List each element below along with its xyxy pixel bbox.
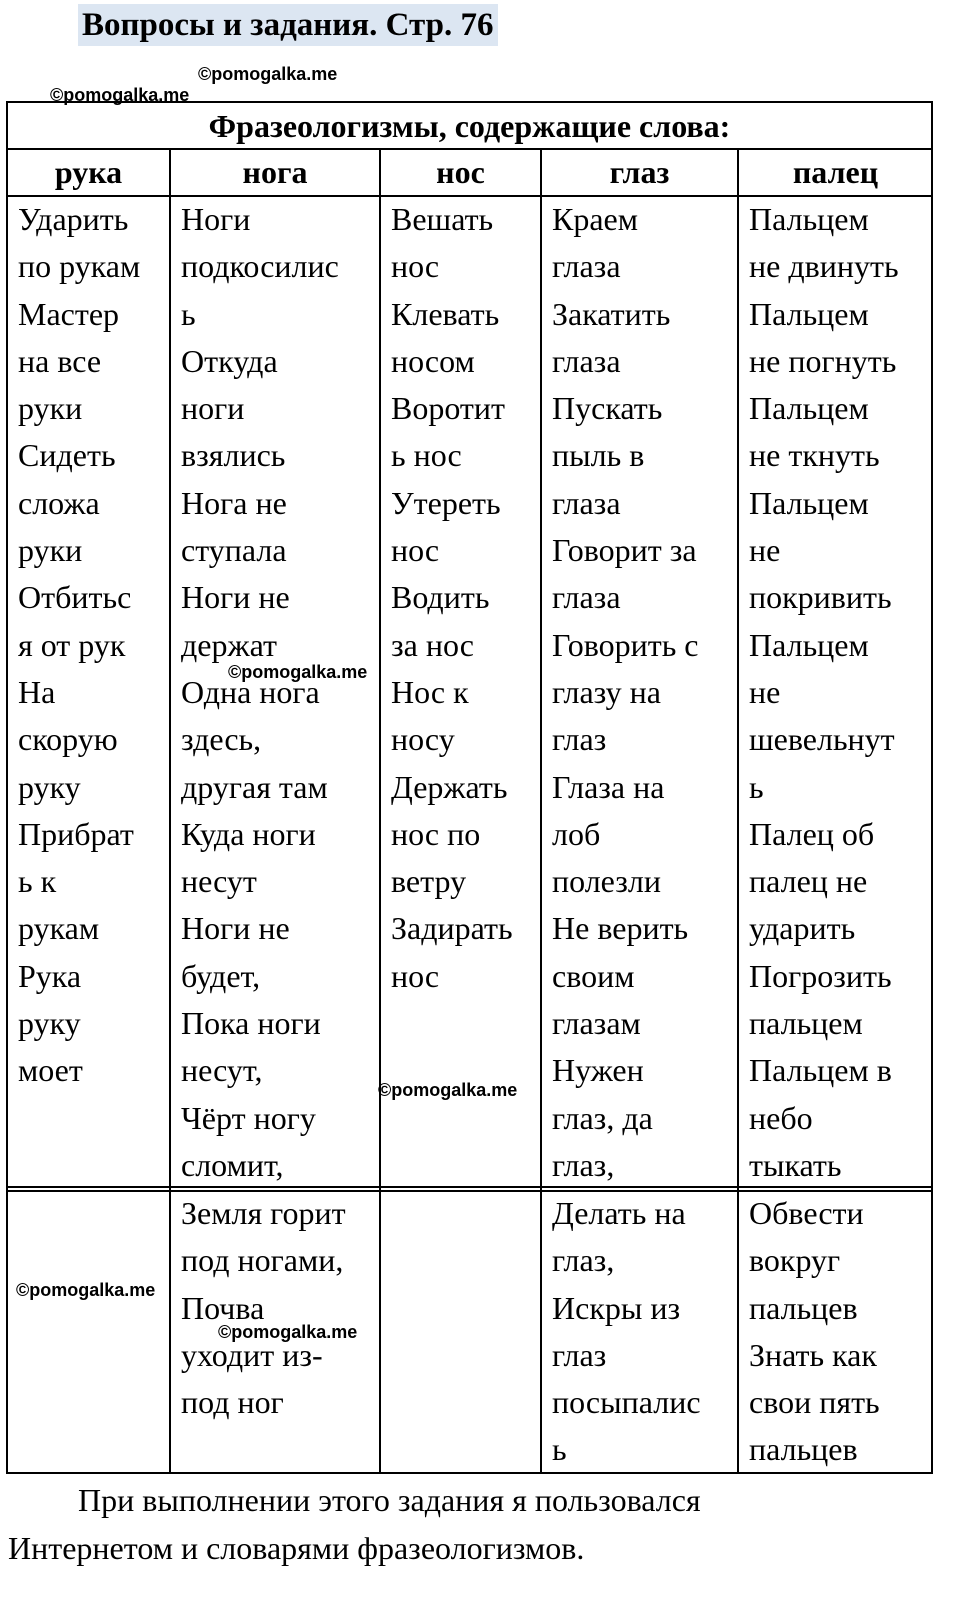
phrase-line: глазу на: [552, 673, 661, 710]
phrase-line: посыпалис: [552, 1384, 701, 1421]
phrase-line: Пальцем: [749, 484, 869, 521]
phrase-line: Ударить: [18, 201, 129, 237]
table-cell: [181, 1190, 346, 1426]
phrase-line: Пальцем: [749, 390, 869, 427]
phrase-line: ь к: [18, 863, 57, 900]
phrase-line: Отбитьс: [18, 579, 132, 616]
phrase-line: взялись: [181, 437, 286, 474]
phrase-line: Задирать: [391, 910, 513, 947]
phrase-line: Краем: [552, 201, 638, 237]
phrase-line: за нос: [391, 626, 474, 663]
phrase-line: на все: [18, 342, 102, 379]
phrase-line: нос: [391, 957, 440, 994]
phrase-line: уходит из-: [181, 1336, 323, 1373]
phrase-line: Почва: [181, 1289, 265, 1326]
column-divider: [169, 148, 171, 1473]
table-caption: Фразеологизмы, содержащие слова:: [208, 108, 731, 144]
column-header-noga: нога: [242, 154, 308, 190]
phrase-line: под ногами,: [181, 1242, 344, 1279]
phrase-line: держат: [181, 626, 277, 663]
phrase-line: Говорить с: [552, 626, 699, 663]
watermark: ©pomogalka.me: [50, 85, 190, 105]
table-cell: [18, 196, 140, 1095]
phrase-line: Нос к: [391, 673, 469, 710]
phrase-line: Нога не: [181, 484, 287, 521]
phrase-line: я от рук: [18, 626, 126, 663]
phrase-line: ь: [181, 295, 196, 332]
phrase-line: глаза: [552, 342, 621, 379]
phrase-line: Не верить: [552, 910, 689, 947]
phrase-line: сложа: [18, 484, 100, 521]
column-divider: [737, 148, 739, 1473]
phrase-line: Нужен: [552, 1052, 644, 1089]
phrase-line: пальцев: [749, 1289, 858, 1326]
phrase-line: Утереть: [391, 484, 501, 521]
table-cell: [391, 196, 513, 1000]
phrase-line: Погрозить: [749, 957, 892, 994]
phrase-line: Пальцем в: [749, 1052, 892, 1089]
phrase-line: Мастер: [18, 295, 120, 332]
phrase-line: рукам: [18, 910, 100, 947]
table-cell: [552, 196, 698, 1189]
phrase-line: Глаза на: [552, 768, 665, 805]
table-cell: [552, 1190, 701, 1474]
phrase-line: другая там: [181, 768, 328, 805]
phrase-line: Сидеть: [18, 437, 116, 474]
phrase-line: Клевать: [391, 295, 500, 332]
conclusion-paragraph: [8, 1476, 948, 1572]
phrase-line: не: [749, 673, 781, 710]
phrase-line: свои пять: [749, 1384, 880, 1421]
phrase-line: глаза: [552, 484, 621, 521]
phrase-line: ь нос: [391, 437, 462, 474]
phrase-line: ь: [749, 768, 764, 805]
phrase-line: Искры из: [552, 1289, 681, 1326]
phrase-line: руку: [18, 768, 81, 805]
column-header-ruka: рука: [54, 154, 123, 190]
conclusion-line: Интернетом и словарями фразеологизмов.: [8, 1530, 585, 1566]
watermark: ©pomogalka.me: [228, 662, 368, 682]
phrase-line: Держать: [391, 768, 508, 805]
phrase-line: глаза: [552, 579, 621, 616]
phrase-line: глаза: [552, 248, 621, 285]
phrase-line: ступала: [181, 532, 287, 569]
phrase-line: руки: [18, 532, 83, 569]
phrase-line: Чёрт ногу: [181, 1099, 316, 1136]
phrase-line: не ткнуть: [749, 437, 880, 474]
phrase-line: будет,: [181, 957, 261, 994]
phrase-line: ноги: [181, 390, 245, 427]
phrase-line: руки: [18, 390, 83, 427]
watermark: ©pomogalka.me: [218, 1322, 358, 1342]
column-header-palets: палец: [792, 154, 879, 190]
phrase-line: небо: [749, 1099, 813, 1136]
conclusion-line: При выполнении этого задания я пользовался: [78, 1482, 701, 1518]
phrase-line: нос по: [391, 815, 481, 852]
phrase-line: глазам: [552, 1005, 641, 1042]
phrase-line: своим: [552, 957, 635, 994]
phrase-line: нос: [391, 248, 440, 285]
phrase-line: глаз,: [552, 1146, 615, 1183]
phrase-line: шевельнут: [749, 721, 895, 758]
table-cell: [181, 196, 339, 1189]
phrase-line: вокруг: [749, 1242, 841, 1279]
phrase-line: пыль в: [552, 437, 645, 474]
phrase-line: покривить: [749, 579, 892, 616]
phrase-line: сломит,: [181, 1146, 284, 1183]
phrase-line: Закатить: [552, 295, 671, 332]
phrase-line: не погнуть: [749, 342, 897, 379]
phrase-line: Пальцем: [749, 201, 869, 237]
phrase-line: носу: [391, 721, 455, 758]
phrase-line: глаз, да: [552, 1099, 653, 1136]
phrase-line: ветру: [391, 863, 467, 900]
column-header-glaz: глаз: [609, 154, 670, 190]
phrase-line: Палец об: [749, 815, 875, 852]
phrase-line: Ноги не: [181, 579, 290, 616]
phrase-line: ь: [552, 1431, 567, 1468]
phrase-line: руку: [18, 1005, 81, 1042]
phrase-line: Пальцем: [749, 295, 869, 332]
phrase-line: скорую: [18, 721, 118, 758]
phrase-line: нос: [391, 532, 440, 569]
phrase-line: Водить: [391, 579, 490, 616]
phrase-line: Знать как: [749, 1336, 877, 1373]
phrase-line: Обвести: [749, 1195, 864, 1231]
watermark: ©pomogalka.me: [198, 64, 338, 84]
page-title: Вопросы и задания. Стр. 76: [78, 4, 498, 46]
phrase-line: глаз,: [552, 1242, 615, 1279]
phrase-line: пальцев: [749, 1431, 858, 1468]
phrase-line: Пока ноги: [181, 1005, 321, 1042]
table-cell: [749, 196, 899, 1189]
column-divider: [379, 148, 381, 1473]
phrase-line: глаз: [552, 721, 607, 758]
phrase-line: палец не: [749, 863, 868, 900]
phrase-line: Говорит за: [552, 532, 697, 569]
phrase-line: пальцем: [749, 1005, 863, 1042]
phrase-line: Одна нога: [181, 673, 320, 710]
phrase-line: несут,: [181, 1052, 263, 1089]
column-divider: [540, 148, 542, 1473]
phrase-line: Рука: [18, 957, 82, 994]
phrase-line: Пускать: [552, 390, 663, 427]
column-header-nos: нос: [436, 154, 485, 190]
phrase-line: Делать на: [552, 1195, 686, 1231]
phrase-line: моет: [18, 1052, 83, 1089]
phrase-line: здесь,: [181, 721, 262, 758]
phrase-line: Воротит: [391, 390, 506, 427]
phrase-line: ударить: [749, 910, 856, 947]
phrase-line: Вешать: [391, 201, 494, 237]
phrase-line: подкосилис: [181, 248, 339, 285]
table-cell: [749, 1190, 880, 1474]
phrase-line: носом: [391, 342, 475, 379]
phrase-line: лоб: [552, 815, 601, 852]
phrase-line: Прибрат: [18, 815, 134, 852]
phrase-line: Откуда: [181, 342, 278, 379]
phrase-line: глаз: [552, 1336, 607, 1373]
phrase-line: Ноги: [181, 201, 251, 237]
phrase-line: Пальцем: [749, 626, 869, 663]
phrase-line: под ног: [181, 1384, 284, 1421]
phrase-line: тыкать: [749, 1146, 842, 1183]
watermark: ©pomogalka.me: [16, 1280, 156, 1300]
phrase-line: полезли: [552, 863, 661, 900]
phrase-line: несут: [181, 863, 257, 900]
watermark: ©pomogalka.me: [378, 1080, 518, 1100]
phrase-line: не: [749, 532, 781, 569]
phrase-line: Куда ноги: [181, 815, 316, 852]
phrase-line: Ноги не: [181, 910, 290, 947]
phrase-line: не двинуть: [749, 248, 899, 285]
phrase-line: На: [18, 673, 56, 710]
phrase-line: по рукам: [18, 248, 141, 285]
phrase-line: Земля горит: [181, 1195, 346, 1231]
